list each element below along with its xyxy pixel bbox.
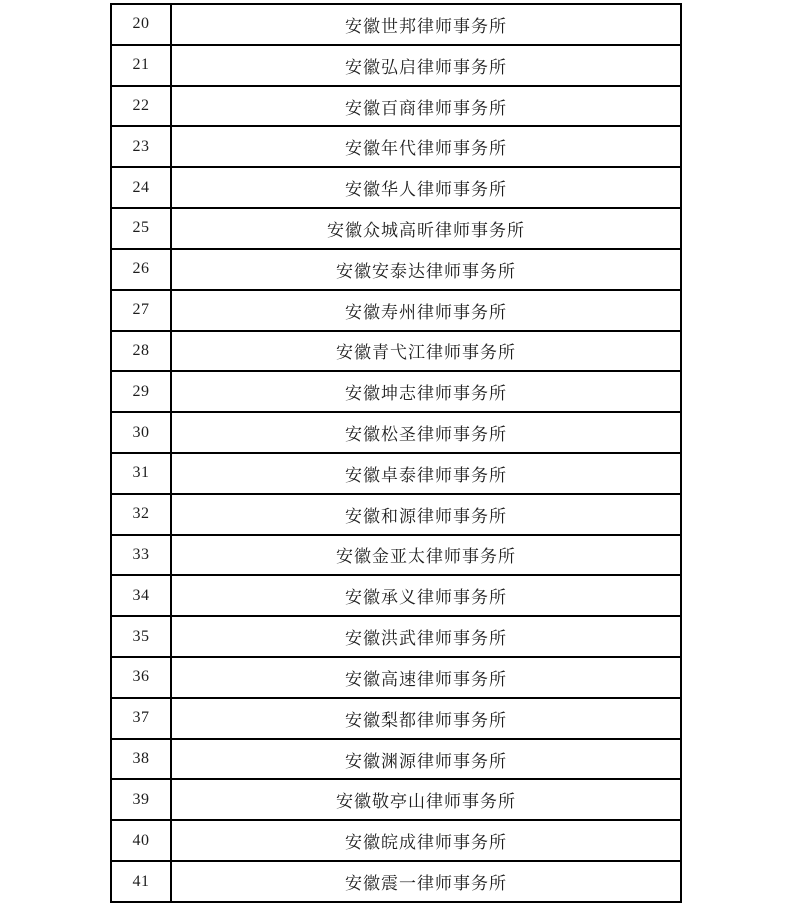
row-firm-name: 安徽洪武律师事务所 (171, 616, 681, 657)
row-index: 39 (111, 779, 171, 820)
row-index: 25 (111, 208, 171, 249)
row-firm-name: 安徽安泰达律师事务所 (171, 249, 681, 290)
row-index: 24 (111, 167, 171, 208)
row-index: 41 (111, 861, 171, 902)
row-index: 31 (111, 453, 171, 494)
table-row (111, 698, 681, 739)
row-index: 23 (111, 126, 171, 167)
table-row (111, 535, 681, 576)
law-firm-table-body (111, 4, 681, 902)
table-row (111, 575, 681, 616)
row-firm-name: 安徽震一律师事务所 (171, 861, 681, 902)
row-index: 20 (111, 4, 171, 45)
table-row (111, 739, 681, 780)
table-row (111, 779, 681, 820)
row-firm-name: 安徽众城高昕律师事务所 (171, 208, 681, 249)
law-firm-table (110, 3, 682, 903)
row-firm-name: 安徽金亚太律师事务所 (171, 535, 681, 576)
table-row (111, 167, 681, 208)
row-index: 33 (111, 535, 171, 576)
row-firm-name: 安徽皖成律师事务所 (171, 820, 681, 861)
row-index: 40 (111, 820, 171, 861)
row-firm-name: 安徽松圣律师事务所 (171, 412, 681, 453)
table-row (111, 4, 681, 45)
row-firm-name: 安徽世邦律师事务所 (171, 4, 681, 45)
table-row (111, 126, 681, 167)
row-index: 32 (111, 494, 171, 535)
row-index: 30 (111, 412, 171, 453)
row-firm-name: 安徽年代律师事务所 (171, 126, 681, 167)
row-index: 21 (111, 45, 171, 86)
table-row (111, 45, 681, 86)
row-index: 29 (111, 371, 171, 412)
row-index: 28 (111, 331, 171, 372)
row-index: 38 (111, 739, 171, 780)
row-firm-name: 安徽梨都律师事务所 (171, 698, 681, 739)
table-row (111, 86, 681, 127)
table-row (111, 208, 681, 249)
row-firm-name: 安徽弘启律师事务所 (171, 45, 681, 86)
row-index: 22 (111, 86, 171, 127)
row-index: 35 (111, 616, 171, 657)
row-firm-name: 安徽华人律师事务所 (171, 167, 681, 208)
row-firm-name: 安徽卓泰律师事务所 (171, 453, 681, 494)
table-row (111, 616, 681, 657)
row-firm-name: 安徽渊源律师事务所 (171, 739, 681, 780)
row-index: 26 (111, 249, 171, 290)
row-firm-name: 安徽坤志律师事务所 (171, 371, 681, 412)
row-index: 27 (111, 290, 171, 331)
row-firm-name: 安徽寿州律师事务所 (171, 290, 681, 331)
table-row (111, 453, 681, 494)
table-row (111, 331, 681, 372)
table-row (111, 861, 681, 902)
table-row (111, 412, 681, 453)
table-row (111, 290, 681, 331)
row-firm-name: 安徽高速律师事务所 (171, 657, 681, 698)
table-row (111, 249, 681, 290)
table-row (111, 494, 681, 535)
row-firm-name: 安徽百商律师事务所 (171, 86, 681, 127)
row-firm-name: 安徽承义律师事务所 (171, 575, 681, 616)
table-row (111, 820, 681, 861)
row-index: 36 (111, 657, 171, 698)
row-firm-name: 安徽和源律师事务所 (171, 494, 681, 535)
row-firm-name: 安徽青弋江律师事务所 (171, 331, 681, 372)
row-index: 37 (111, 698, 171, 739)
row-firm-name: 安徽敬亭山律师事务所 (171, 779, 681, 820)
table-row (111, 657, 681, 698)
table-row (111, 371, 681, 412)
row-index: 34 (111, 575, 171, 616)
